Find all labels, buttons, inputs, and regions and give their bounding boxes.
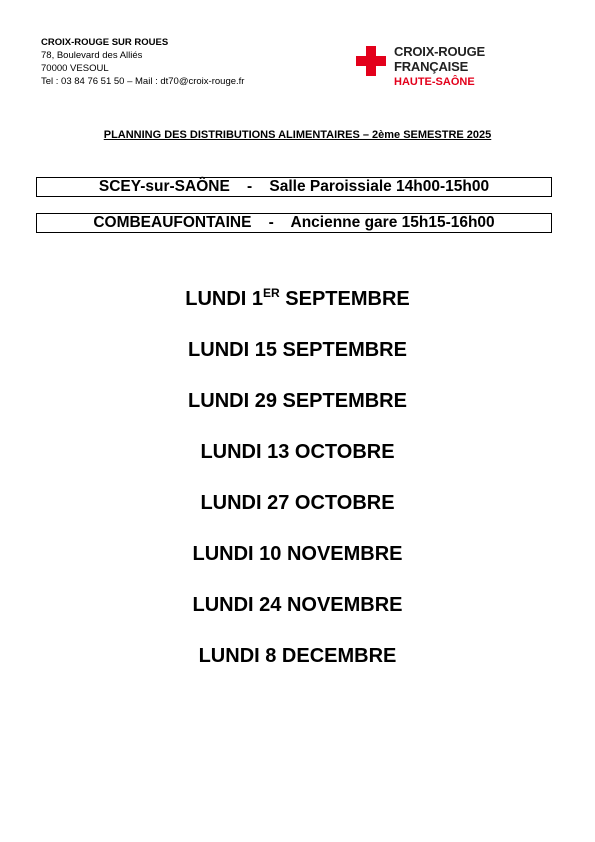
date-ordinal: ER (263, 286, 280, 300)
site-box-combeaufontaine: COMBEAUFONTAINE - Ancienne gare 15h15-16h00 (36, 213, 552, 233)
date-item (0, 641, 595, 692)
date-text: LUNDI 29 SEPTEMBRE (188, 390, 407, 412)
date-text: LUNDI 24 NOVEMBRE (192, 594, 403, 616)
date-month: SEPTEMBRE (279, 288, 410, 310)
date-item (0, 284, 595, 335)
date-item (0, 539, 595, 590)
sender-org: CROIX-ROUGE SUR ROUES (41, 37, 169, 48)
sender-city: 70000 VESOUL (41, 63, 109, 74)
sender-address: 78, Boulevard des Alliés (41, 50, 143, 61)
site-box-scey: SCEY-sur-SAÔNE - Salle Paroissiale 14h00-15h00 (36, 177, 552, 197)
date-list (0, 284, 595, 692)
red-cross-icon (356, 46, 386, 76)
date-item (0, 335, 595, 386)
date-text: LUNDI 15 SEPTEMBRE (188, 339, 407, 361)
date-text: LUNDI 1 (185, 288, 264, 310)
croix-rouge-logo (356, 44, 506, 98)
date-item (0, 437, 595, 488)
date-text: LUNDI 10 NOVEMBRE (192, 543, 403, 565)
date-text: LUNDI 13 OCTOBRE (200, 441, 395, 463)
date-item (0, 590, 595, 641)
sender-block (41, 36, 244, 88)
date-text: LUNDI 27 OCTOBRE (200, 492, 395, 514)
date-item (0, 488, 595, 539)
sender-contact: Tel : 03 84 76 51 50 – Mail : dt70@croix-rouge.fr (41, 76, 245, 87)
logo-line-1: CROIX-ROUGE (394, 44, 485, 59)
date-text: LUNDI 8 DECEMBRE (198, 645, 397, 667)
logo-line-2: FRANÇAISE (394, 59, 469, 74)
page-title: PLANNING DES DISTRIBUTIONS ALIMENTAIRES – 2ème SEMESTRE 2025 (103, 129, 492, 141)
logo-text (394, 44, 485, 90)
logo-line-3: HAUTE-SAÔNE (394, 76, 475, 88)
date-item (0, 386, 595, 437)
